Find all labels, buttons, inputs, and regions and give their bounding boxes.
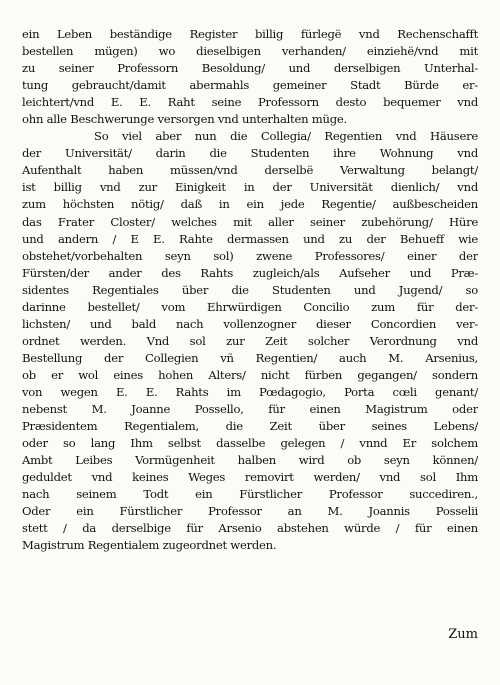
- text-line: von wegen E. E. Rahts im Pœdagogio, Porta cœli genant/: [22, 384, 478, 399]
- text-line: sidentes Regentiales über die Studenten und Jugend/ so: [22, 282, 478, 297]
- catchword: Zum: [448, 627, 478, 642]
- text-line: tung gebraucht/damit abermahls gemeiner Stadt Bürde er-: [22, 78, 478, 93]
- text-line: ordnet werden. Vnd sol zur Zeit solcher Verordnung vnd: [22, 333, 478, 348]
- text-line: ob er wol eines hohen Alters/ nicht fürben gegangen/ sondern: [22, 367, 478, 382]
- text-line: ist billig vnd zur Einigkeit in der Universität dienlich/ vnd: [22, 180, 478, 195]
- text-line: lichsten/ und bald nach vollenzogner dieser Concordien ver-: [22, 316, 478, 331]
- text-line: ein Leben beständige Register billig fürlegë vnd Rechenschafft: [22, 27, 478, 41]
- text-line: ohn alle Beschwerunge versorgen vnd unterhalten müge.: [22, 112, 347, 127]
- text-line: zum höchsten nötig/ daß in ein jede Regentie/ außbescheiden: [22, 197, 478, 212]
- text-line: obstehet/vorbehalten seyn sol) zwene Professores/ einer der: [22, 248, 478, 263]
- text-line: So viel aber nun die Collegia/ Regentien vnd Häusere: [94, 129, 478, 144]
- text-line: Ambt Leibes Vormügenheit halben wird ob seyn können/: [22, 453, 478, 468]
- text-line: Oder ein Fürstlicher Professor an M. Joannis Posselii: [22, 504, 478, 519]
- text-line: Fürsten/der ander des Rahts zugleich/als Aufseher und Præ-: [22, 265, 478, 280]
- text-line: das Frater Closter/ welches mit aller seiner zubehörung/ Hüre: [22, 214, 478, 229]
- text-line: nebenst M. Joanne Possello, für einen Magistrum oder: [22, 402, 478, 417]
- text-line: stett / da derselbige für Arsenio abstehen würde / für einen: [22, 521, 478, 536]
- page-text: [22, 26, 478, 554]
- text-line: darinne bestellet/ vom Ehrwürdigen Concilio zum für der-: [22, 299, 478, 314]
- text-line: Aufenthalt haben müssen/vnd derselbë Verwaltung belangt/: [22, 163, 478, 178]
- text-line: leichtert/vnd E. E. Raht seine Professorn desto bequemer vnd: [22, 95, 478, 110]
- text-line: oder so lang Ihm selbst dasselbe gelegen / vnnd Er solchem: [22, 436, 478, 451]
- text-line: Bestellung der Collegien vñ Regentien/ auch M. Arsenius,: [22, 350, 478, 365]
- text-line: nach seinem Todt ein Fürstlicher Professor succediren.,: [22, 487, 478, 502]
- text-line: geduldet vnd keines Weges removirt werden/ vnd sol Ihm: [22, 470, 478, 485]
- text-line: der Universität/ darin die Studenten ihre Wohnung vnd: [22, 146, 478, 161]
- text-line: Magistrum Regentialem zugeordnet werden.: [22, 538, 277, 553]
- text-line: bestellen mügen) wo dieselbigen verhanden/ einziehë/vnd mit: [22, 44, 478, 59]
- text-line: Præsidentem Regentialem, die Zeit über seines Lebens/: [22, 419, 478, 434]
- text-line: und andern / E E. Rahte dermassen und zu der Behueff wie: [22, 231, 478, 246]
- text-line: zu seiner Professorn Besoldung/ und derselbigen Unterhal-: [22, 61, 478, 76]
